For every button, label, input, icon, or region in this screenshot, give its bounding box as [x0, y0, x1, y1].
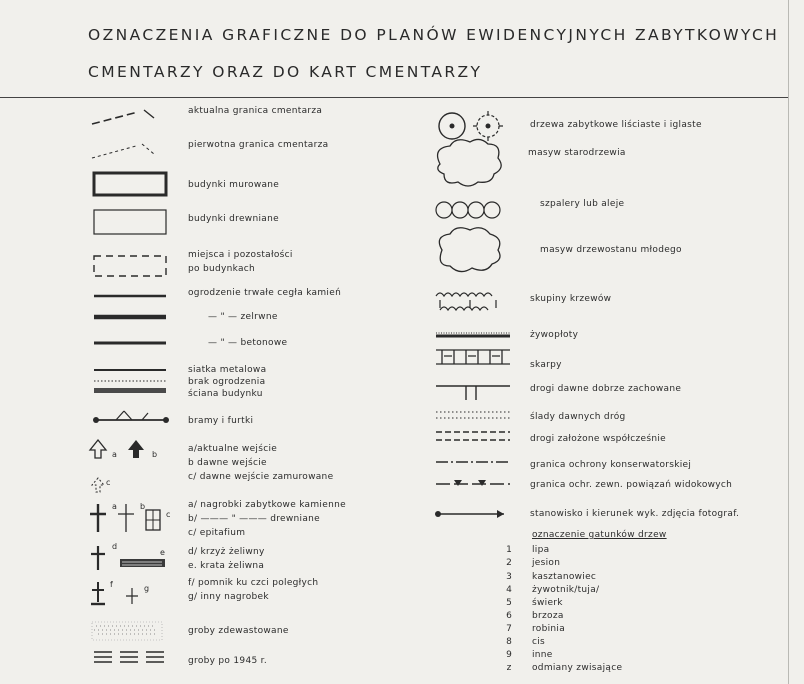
- page-edge: [788, 0, 789, 684]
- label-old-stand: masyw starodrzewia: [528, 148, 626, 158]
- left-symbols: [88, 100, 178, 670]
- species-name: robinia: [532, 624, 566, 634]
- label-wire-fence: siatka metalowa: [188, 365, 267, 375]
- shrub-groups-symbol: [436, 293, 496, 310]
- species-name: lipa: [532, 545, 550, 555]
- label-alleys: szpalery lub aleje: [540, 199, 625, 209]
- wooden-building-symbol: [94, 210, 166, 234]
- label-walled-entrance: c/ dawne wejście zamurowane: [188, 472, 334, 482]
- photo-point-symbol: [435, 510, 504, 518]
- label-stone-tombstones: a/ nagrobki zabytkowe kamienne: [188, 500, 346, 510]
- species-name: żywotnik/tuja/: [532, 585, 600, 595]
- label-concrete-fence: — " — betonowe: [208, 338, 288, 348]
- label-building-wall: ściana budynku: [188, 389, 263, 399]
- historic-trees-symbol: [439, 111, 503, 141]
- species-name: świerk: [532, 598, 563, 608]
- right-symbols: [430, 100, 520, 540]
- young-stand-symbol: [439, 228, 500, 272]
- label-old-roads: drogi dawne dobrze zachowane: [530, 384, 682, 394]
- view-boundary-symbol: [436, 480, 510, 486]
- modern-roads-symbol: [436, 432, 510, 440]
- label-war-monument: f/ pomnik ku czci poległych: [188, 578, 319, 588]
- species-num: 1: [506, 545, 512, 555]
- mark-e: e: [160, 548, 166, 557]
- label-iron-grate: e. krata żeliwna: [188, 561, 265, 571]
- label-permanent-fence: ogrodzenie trwałe cegła kamień: [188, 288, 342, 298]
- building-wall-symbol: [94, 388, 166, 393]
- label-wooden-buildings: budynki drewniane: [188, 214, 279, 224]
- mark-a-entrance: a: [112, 450, 118, 459]
- label-devastated-graves: groby zdewastowane: [188, 626, 289, 636]
- label-historic-trees: drzewa zabytkowe liściaste i iglaste: [530, 120, 702, 130]
- label-masonry-buildings: budynki murowane: [188, 180, 280, 190]
- label-current-boundary: aktualna granica cmentarza: [188, 106, 323, 116]
- label-shrubs: skupiny krzewów: [530, 294, 612, 304]
- devastated-graves-symbol: [92, 622, 162, 640]
- species-num: 5: [506, 598, 512, 608]
- hedges-symbol: [436, 333, 510, 336]
- label-young-stand: masyw drzewostanu młodego: [540, 245, 682, 255]
- label-view-boundary: granica ochr. zewn. powiązań widokowych: [530, 480, 733, 490]
- species-name: cis: [532, 637, 546, 647]
- masonry-building-symbol: [94, 173, 166, 195]
- species-num: 9: [506, 650, 512, 660]
- label-remains-1: miejsca i pozostałości: [188, 250, 293, 260]
- monument-symbols: [91, 582, 138, 604]
- divider: [0, 97, 788, 98]
- label-other-tomb: g/ inny nagrobek: [188, 592, 269, 602]
- label-original-boundary: pierwotna granica cmentarza: [188, 140, 329, 150]
- title-line-1: OZNACZENIA GRAFICZNE DO PLANÓW EWIDENCYJNYCH ZABYTKOWYCH: [88, 26, 780, 44]
- entrance-symbols: [90, 440, 144, 492]
- species-name: jesion: [532, 558, 561, 568]
- label-gates: bramy i furtki: [188, 416, 254, 426]
- mark-b-entrance: b: [152, 450, 158, 459]
- mark-b-tomb: b: [140, 502, 146, 511]
- label-modern-roads: drogi założone współcześnie: [530, 434, 666, 444]
- old-stand-symbol: [438, 139, 502, 186]
- species-num: 3: [506, 572, 512, 582]
- original-boundary-symbol: [92, 144, 154, 158]
- mark-g: g: [144, 584, 150, 593]
- title-line-2: CMENTARZY ORAZ DO KART CMENTARZY: [88, 63, 483, 81]
- label-photo-point: stanowisko i kierunek wyk. zdjęcia fotograf.: [530, 509, 740, 519]
- label-current-entrance: a/aktualne wejście: [188, 444, 278, 454]
- species-name: odmiany zwisające: [532, 663, 623, 673]
- label-hedges: żywopłoty: [530, 330, 579, 340]
- old-roads-symbol: [436, 386, 510, 400]
- post-1945-graves-symbol: [94, 652, 164, 662]
- species-num: 2: [506, 558, 512, 568]
- label-slopes: skarpy: [530, 360, 562, 370]
- label-post-1945-graves: groby po 1945 r.: [188, 656, 268, 666]
- building-remains-symbol: [94, 256, 166, 276]
- mark-d: d: [112, 542, 118, 551]
- species-num: 7: [506, 624, 512, 634]
- species-heading: oznaczenie gatunków drzew: [532, 530, 667, 540]
- iron-cross-and-grate: [91, 546, 165, 570]
- label-iron-cross: d/ krzyż żeliwny: [188, 547, 265, 557]
- label-no-fence: brak ogrodzenia: [188, 377, 266, 387]
- label-former-entrance: b dawne wejście: [188, 458, 267, 468]
- alleys-symbol: [436, 202, 500, 218]
- mark-f: f: [110, 580, 114, 589]
- mark-c-tomb: c: [166, 510, 171, 519]
- species-num: 6: [506, 611, 512, 621]
- label-protection-boundary: granica ochrony konserwatorskiej: [530, 460, 692, 470]
- mark-a-tomb: a: [112, 502, 118, 511]
- gates-symbol: [93, 411, 169, 423]
- species-num: 4: [506, 585, 512, 595]
- species-name: kasztanowiec: [532, 572, 597, 582]
- species-name: brzoza: [532, 611, 564, 621]
- tombstone-symbols: [90, 504, 160, 532]
- species-num: 8: [506, 637, 512, 647]
- species-name: inne: [532, 650, 553, 660]
- slopes-symbol: [436, 350, 510, 364]
- label-wooden-tombstones: b/ ——— " ——— drewniane: [188, 514, 321, 524]
- label-old-road-traces: ślady dawnych dróg: [530, 412, 626, 422]
- label-epitaph: c/ epitafium: [188, 528, 246, 538]
- mark-c-entrance: c: [106, 478, 111, 487]
- old-road-traces-symbol: [436, 412, 510, 418]
- current-boundary-symbol: [92, 110, 154, 124]
- label-iron-fence: — " — zelrwne: [208, 312, 278, 322]
- label-remains-2: po budynkach: [188, 264, 256, 274]
- species-num: z: [506, 663, 512, 673]
